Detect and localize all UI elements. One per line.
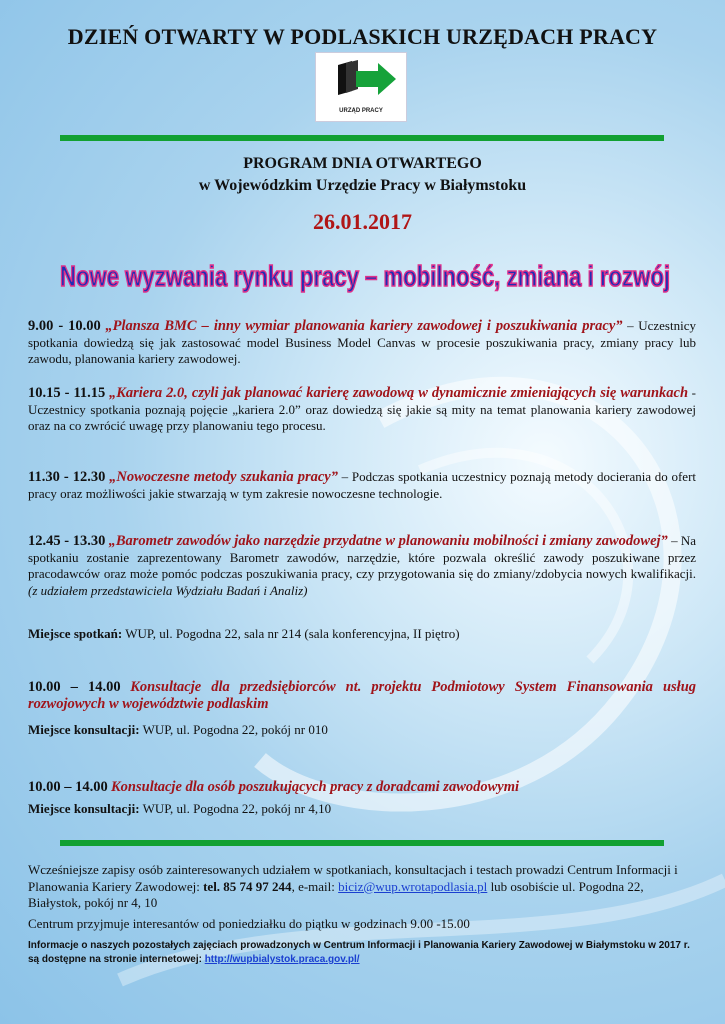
consultation-2-place: [28, 801, 331, 817]
consultation-place-label: Miejsce konsultacji:: [28, 722, 140, 737]
footer-website-link[interactable]: http://wupbialystok.praca.gov.pl/: [204, 954, 360, 965]
session-2: [28, 385, 696, 435]
session-title: „Barometr zawodów jako narzędzie przydatne w planowaniu mobilności i zmiany zawodowej”: [108, 533, 668, 549]
meeting-place-value: WUP, ul. Pogodna 22, sala nr 214 (sala konferencyjna, II piętro): [122, 626, 460, 641]
footer-info: [28, 939, 698, 967]
registration-phone: tel. 85 74 97 244: [203, 878, 292, 894]
session-title: „Kariera 2.0, czyli jak planować karierę zawodową w dynamicznie zmieniających się warunkach: [108, 385, 689, 401]
consultation-2: [28, 779, 696, 796]
session-time: 12.45 - 13.30: [28, 533, 106, 549]
session-note: (z udziałem przedstawiciela Wydziału Badań i Analiz): [28, 582, 308, 598]
registration-email-link[interactable]: biciz@wup.wrotapodlasia.pl: [338, 878, 488, 894]
session-time: 9.00 - 10.00: [28, 318, 101, 334]
session-time: 11.30 - 12.30: [28, 469, 106, 485]
office-hours: Centrum przyjmuje interesantów od poniedziałku do piątku w godzinach 9.00 -15.00: [28, 916, 470, 931]
consultation-time: 10.00 – 14.00: [28, 779, 108, 795]
session-title: „Nowoczesne metody szukania pracy”: [109, 469, 338, 485]
registration-address: lub osobiście ul. Pogodna 22, Białystok, pokój nr 4, 10: [28, 878, 644, 910]
meeting-place: [28, 626, 460, 642]
registration-text: Wcześniejsze zapisy osób zainteresowanych udziałem w spotkaniach, konsultacjach i testach prowadzi Centrum Informacji i Planowania Kariery Zawodowej:: [28, 862, 678, 894]
poster-title: DZIEŃ OTWARTY W PODLASKICH URZĘDACH PRACY: [67, 24, 658, 49]
session-description: - Uczestnicy spotkania poznają pojęcie „kariera 2.0” oraz dowiedzą się jakie są mity na temat planowania kariery zawodowej oraz na co zwrócić uwagę przy planowaniu tego procesu.: [28, 385, 696, 433]
consultation-title: Konsultacje dla osób poszukujących pracy z doradcami zawodowymi: [111, 779, 520, 795]
consultation-title: Konsultacje dla przedsiębiorców nt. projektu Podmiotowy System Finansowania usług rozwojowych w województwie podlaskim: [28, 679, 697, 712]
meeting-place-label: Miejsce spotkań:: [28, 626, 123, 641]
session-description: – Uczestnicy spotkania dowiedzą się jak zastosować model Business Model Canvas w procesie poszukiwania pracy, zmiany pracy lub zawodu, planowania kariery zawodowej.: [28, 318, 696, 366]
registration-info: [28, 862, 698, 912]
program-location: w Wojewódzkim Urzędzie Pracy w Białymstoku: [198, 177, 527, 194]
theme-banner: [40, 250, 690, 300]
session-title: „Plansza BMC – inny wymiar planowania kariery zawodowej i poszukiwania pracy”: [105, 318, 623, 334]
arrow-logo-icon: [316, 53, 406, 103]
registration-email-label: , e-mail:: [291, 878, 339, 894]
session-1: [28, 318, 696, 368]
session-description: – Na spotkaniu zostanie zaprezentowany Barometr zawodów, narzędzie, które pozwala określić zawody poszukiwane przez pracodawców oraz może pomóc podczas poszukiwania pracy, czy przygotowania się do zmiany/zdobycia nowych kwalifikacji.: [28, 533, 696, 581]
event-date: 26.01.2017: [313, 209, 412, 234]
divider-top: [60, 135, 664, 141]
urzad-pracy-logo: [315, 52, 407, 122]
divider-bottom: [60, 840, 664, 846]
session-description: – Podczas spotkania uczestnicy poznają metody docierania do ofert pracy oraz możliwości jakie stwarzają w tym zakresie nowoczesne technologie.: [28, 469, 697, 501]
footer-text: Informacje o naszych pozostałych zajęciach prowadzonych w Centrum Informacji i Planowania Kariery Zawodowej w Białymstoku w 2017 r. są dostępne na stronie internetowej:: [28, 940, 690, 965]
consultation-place-label: Miejsce konsultacji:: [28, 801, 140, 816]
consultation-place-value: WUP, ul. Pogodna 22, pokój nr 010: [139, 722, 328, 737]
logo-text: URZĄD PRACY: [339, 108, 383, 114]
program-heading: PROGRAM DNIA OTWARTEGO: [243, 155, 482, 172]
theme-banner-text: Nowe wyzwania rynku pracy – mobilność, zmiana i rozwój: [60, 261, 670, 293]
session-4: [28, 533, 696, 599]
consultation-1-place: [28, 722, 328, 738]
session-time: 10.15 - 11.15: [28, 385, 106, 401]
consultation-1: [28, 679, 696, 712]
consultation-place-value: WUP, ul. Pogodna 22, pokój nr 4,10: [139, 801, 332, 816]
consultation-time: 10.00 – 14.00: [28, 679, 121, 695]
session-3: [28, 469, 696, 502]
